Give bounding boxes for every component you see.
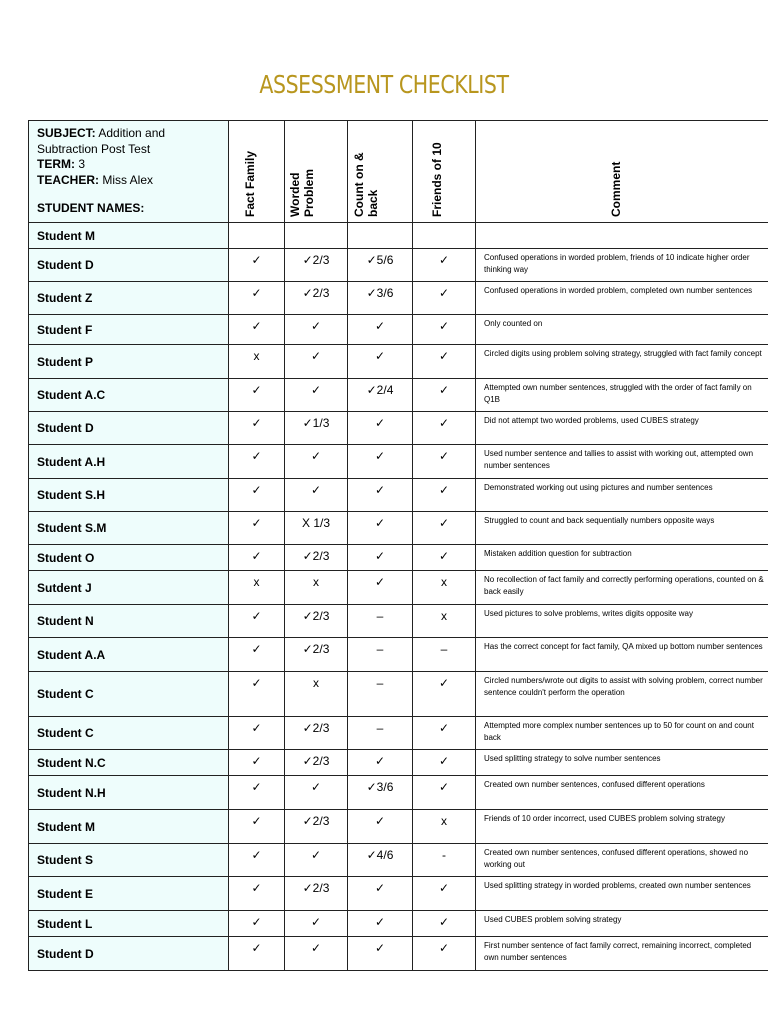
score-cell: ✓2/3 <box>285 249 348 282</box>
student-row <box>29 605 768 638</box>
score-cell: ✓3/6 <box>348 776 413 810</box>
student-row <box>29 223 768 249</box>
score-cell: x <box>285 672 348 717</box>
student-row <box>29 445 768 479</box>
score-cell: ✓ <box>229 412 285 445</box>
comment-cell: Attempted own number sentences, struggled with the order of fact family on Q1B <box>476 379 768 412</box>
student-name: Student O <box>29 545 229 571</box>
score-cell: ✓ <box>348 345 413 379</box>
score-cell: ✓ <box>229 750 285 776</box>
score-cell: ✓ <box>348 479 413 512</box>
score-cell: ✓ <box>413 937 476 971</box>
score-cell: ✓2/3 <box>285 810 348 844</box>
score-cell: – <box>348 717 413 750</box>
score-cell: ✓ <box>285 844 348 877</box>
score-cell: ✓ <box>285 379 348 412</box>
comment-cell: Created own number sentences, confused different operations, showed no working out <box>476 844 768 877</box>
score-cell: ✓ <box>413 911 476 937</box>
student-row <box>29 479 768 512</box>
comment-cell: Used CUBES problem solving strategy <box>476 911 768 937</box>
comment-cell: Used splitting strategy in worded problems, created own number sentences <box>476 877 768 911</box>
score-cell: ✓ <box>348 571 413 605</box>
term-value: 3 <box>78 157 86 171</box>
score-cell: ✓4/6 <box>348 844 413 877</box>
score-cell: ✓1/3 <box>285 412 348 445</box>
score-cell: ✓ <box>413 379 476 412</box>
column-header-worded-problem <box>285 121 348 223</box>
subject-label: SUBJECT: <box>37 126 96 140</box>
score-cell: ✓ <box>348 877 413 911</box>
student-row <box>29 776 768 810</box>
student-row <box>29 249 768 282</box>
score-cell: ✓ <box>229 877 285 911</box>
page-title: ASSESSMENT CHECKLIST <box>259 70 509 99</box>
student-name: Student S.H <box>29 479 229 512</box>
column-label-worded-problem: Worded Problem <box>288 168 316 217</box>
score-cell <box>229 223 285 249</box>
student-row <box>29 844 768 877</box>
student-name: Student P <box>29 345 229 379</box>
comment-cell: Confused operations in worded problem, friends of 10 indicate higher order thinking way <box>476 249 768 282</box>
student-name: Student M <box>29 810 229 844</box>
score-cell: ✓ <box>229 379 285 412</box>
student-row <box>29 412 768 445</box>
score-cell: ✓ <box>413 445 476 479</box>
comment-cell: Friends of 10 order incorrect, used CUBES problem solving strategy <box>476 810 768 844</box>
teacher-value: Miss Alex <box>102 172 154 187</box>
score-cell: ✓ <box>229 844 285 877</box>
score-cell: ✓2/3 <box>285 545 348 571</box>
score-cell: ✓ <box>229 545 285 571</box>
score-cell: ✓ <box>229 512 285 545</box>
comment-cell: Struggled to count and back sequentially numbers opposite ways <box>476 512 768 545</box>
comment-cell: No recollection of fact family and correctly performing operations, counted on & back easily <box>476 571 768 605</box>
student-row <box>29 379 768 412</box>
student-row <box>29 545 768 571</box>
score-cell: X 1/3 <box>285 512 348 545</box>
score-cell: ✓ <box>229 672 285 717</box>
student-name: Student N.H <box>29 776 229 810</box>
student-name: Student F <box>29 315 229 345</box>
student-name: Sutdent J <box>29 571 229 605</box>
score-cell: ✓ <box>413 545 476 571</box>
student-name: Student M <box>29 223 229 249</box>
teacher-label: TEACHER: <box>37 172 99 187</box>
score-cell: ✓3/6 <box>348 282 413 315</box>
score-cell: x <box>229 571 285 605</box>
score-cell: ✓ <box>229 315 285 345</box>
score-cell <box>348 223 413 249</box>
score-cell: ✓ <box>413 479 476 512</box>
comment-cell: Circled digits using problem solving strategy, struggled with fact family concept <box>476 345 768 379</box>
comment-cell: Confused operations in worded problem, completed own number sentences <box>476 282 768 315</box>
score-cell: x <box>413 571 476 605</box>
score-cell: ✓ <box>285 479 348 512</box>
score-cell: ✓ <box>285 315 348 345</box>
student-row <box>29 512 768 545</box>
score-cell: ✓ <box>348 315 413 345</box>
student-row <box>29 810 768 844</box>
score-cell: ✓ <box>348 512 413 545</box>
column-label-comment: Comment <box>609 161 623 217</box>
score-cell: ✓ <box>413 249 476 282</box>
score-cell: x <box>229 345 285 379</box>
score-cell: x <box>413 605 476 638</box>
term-label: TERM: <box>37 157 75 171</box>
comment-cell: Has the correct concept for fact family, QA mixed up bottom number sentences <box>476 638 768 672</box>
score-cell: ✓ <box>348 750 413 776</box>
score-cell: ✓ <box>348 412 413 445</box>
column-header-comment <box>476 121 768 223</box>
comment-cell: Used pictures to solve problems, writes digits opposite way <box>476 605 768 638</box>
score-cell: ✓2/4 <box>348 379 413 412</box>
score-cell: ✓ <box>229 479 285 512</box>
score-cell: ✓ <box>413 672 476 717</box>
score-cell: ✓ <box>413 877 476 911</box>
student-name: Student E <box>29 877 229 911</box>
score-cell <box>413 223 476 249</box>
score-cell: ✓ <box>413 750 476 776</box>
student-name: Student D <box>29 249 229 282</box>
student-row <box>29 911 768 937</box>
score-cell: ✓ <box>229 249 285 282</box>
student-name: Student S <box>29 844 229 877</box>
score-cell: – <box>348 672 413 717</box>
test-info-cell <box>29 121 229 223</box>
score-cell: ✓ <box>413 282 476 315</box>
student-name: Student N <box>29 605 229 638</box>
comment-cell: Created own number sentences, confused different operations <box>476 776 768 810</box>
comment-cell: First number sentence of fact family correct, remaining incorrect, completed own number sentences <box>476 937 768 971</box>
comment-cell: Did not attempt two worded problems, used CUBES strategy <box>476 412 768 445</box>
student-rows <box>29 223 768 971</box>
comment-cell: Attempted more complex number sentences up to 50 for count on and count back <box>476 717 768 750</box>
score-cell: ✓ <box>229 810 285 844</box>
score-cell: – <box>348 605 413 638</box>
score-cell: ✓2/3 <box>285 282 348 315</box>
score-cell: ✓ <box>229 605 285 638</box>
score-cell: ✓ <box>229 638 285 672</box>
score-cell: ✓ <box>413 776 476 810</box>
score-cell: ✓ <box>229 717 285 750</box>
comment-cell: Demonstrated working out using pictures and number sentences <box>476 479 768 512</box>
score-cell: ✓ <box>285 937 348 971</box>
score-cell: ✓2/3 <box>285 877 348 911</box>
student-name: Student L <box>29 911 229 937</box>
comment-cell: Used splitting strategy to solve number sentences <box>476 750 768 776</box>
student-row <box>29 672 768 717</box>
score-cell: ✓ <box>348 445 413 479</box>
student-name: Student N.C <box>29 750 229 776</box>
student-row <box>29 717 768 750</box>
score-cell: ✓2/3 <box>285 717 348 750</box>
student-name: Student A.A <box>29 638 229 672</box>
score-cell: ✓ <box>413 315 476 345</box>
score-cell: ✓ <box>229 282 285 315</box>
student-name: Student A.C <box>29 379 229 412</box>
comment-cell <box>476 223 768 249</box>
score-cell: x <box>285 571 348 605</box>
score-cell: ✓2/3 <box>285 750 348 776</box>
score-cell: ✓ <box>348 911 413 937</box>
score-cell: ✓ <box>413 717 476 750</box>
student-row <box>29 571 768 605</box>
score-cell: ✓ <box>229 445 285 479</box>
score-cell: ✓ <box>229 776 285 810</box>
student-row <box>29 638 768 672</box>
column-label-friends-of-10: Friends of 10 <box>430 142 444 217</box>
score-cell: ✓ <box>348 810 413 844</box>
score-cell <box>285 223 348 249</box>
student-row <box>29 282 768 315</box>
score-cell: ✓ <box>285 345 348 379</box>
column-header-friends-of-10 <box>413 121 476 223</box>
student-name: Student Z <box>29 282 229 315</box>
score-cell: x <box>413 810 476 844</box>
student-name: Student S.M <box>29 512 229 545</box>
score-cell: ✓ <box>348 937 413 971</box>
student-name: Student C <box>29 717 229 750</box>
student-row <box>29 877 768 911</box>
student-name: Student D <box>29 937 229 971</box>
comment-cell: Circled numbers/wrote out digits to assist with solving problem, correct number sentence couldn't perform the operation <box>476 672 768 717</box>
column-label-fact-family: Fact Family <box>242 150 257 217</box>
student-name: Student D <box>29 412 229 445</box>
score-cell: ✓ <box>285 776 348 810</box>
column-header-count-on-back <box>348 121 413 223</box>
student-row <box>29 937 768 971</box>
comment-cell: Mistaken addition question for subtraction <box>476 545 768 571</box>
score-cell: ✓2/3 <box>285 638 348 672</box>
score-cell: ✓ <box>285 445 348 479</box>
score-cell: ✓ <box>348 545 413 571</box>
header-row <box>29 121 768 223</box>
assessment-table <box>28 120 768 971</box>
student-row <box>29 315 768 345</box>
column-header-fact-family <box>229 121 285 223</box>
student-name: Student C <box>29 672 229 717</box>
score-cell: ✓5/6 <box>348 249 413 282</box>
score-cell: ✓ <box>413 345 476 379</box>
score-cell: ✓ <box>413 412 476 445</box>
score-cell: – <box>413 638 476 672</box>
score-cell: - <box>413 844 476 877</box>
student-row <box>29 750 768 776</box>
score-cell: ✓ <box>229 911 285 937</box>
student-names-label: STUDENT NAMES: <box>37 201 145 215</box>
comment-cell: Only counted on <box>476 315 768 345</box>
score-cell: – <box>348 638 413 672</box>
column-label-count-on-back: Count on & back <box>352 152 380 217</box>
comment-cell: Used number sentence and tallies to assist with working out, attempted own number sentences <box>476 445 768 479</box>
score-cell: ✓2/3 <box>285 605 348 638</box>
score-cell: ✓ <box>413 512 476 545</box>
student-name: Student A.H <box>29 445 229 479</box>
student-row <box>29 345 768 379</box>
score-cell: ✓ <box>285 911 348 937</box>
subject-value: Addition and Subtraction Post Test <box>37 126 166 156</box>
score-cell: ✓ <box>229 937 285 971</box>
